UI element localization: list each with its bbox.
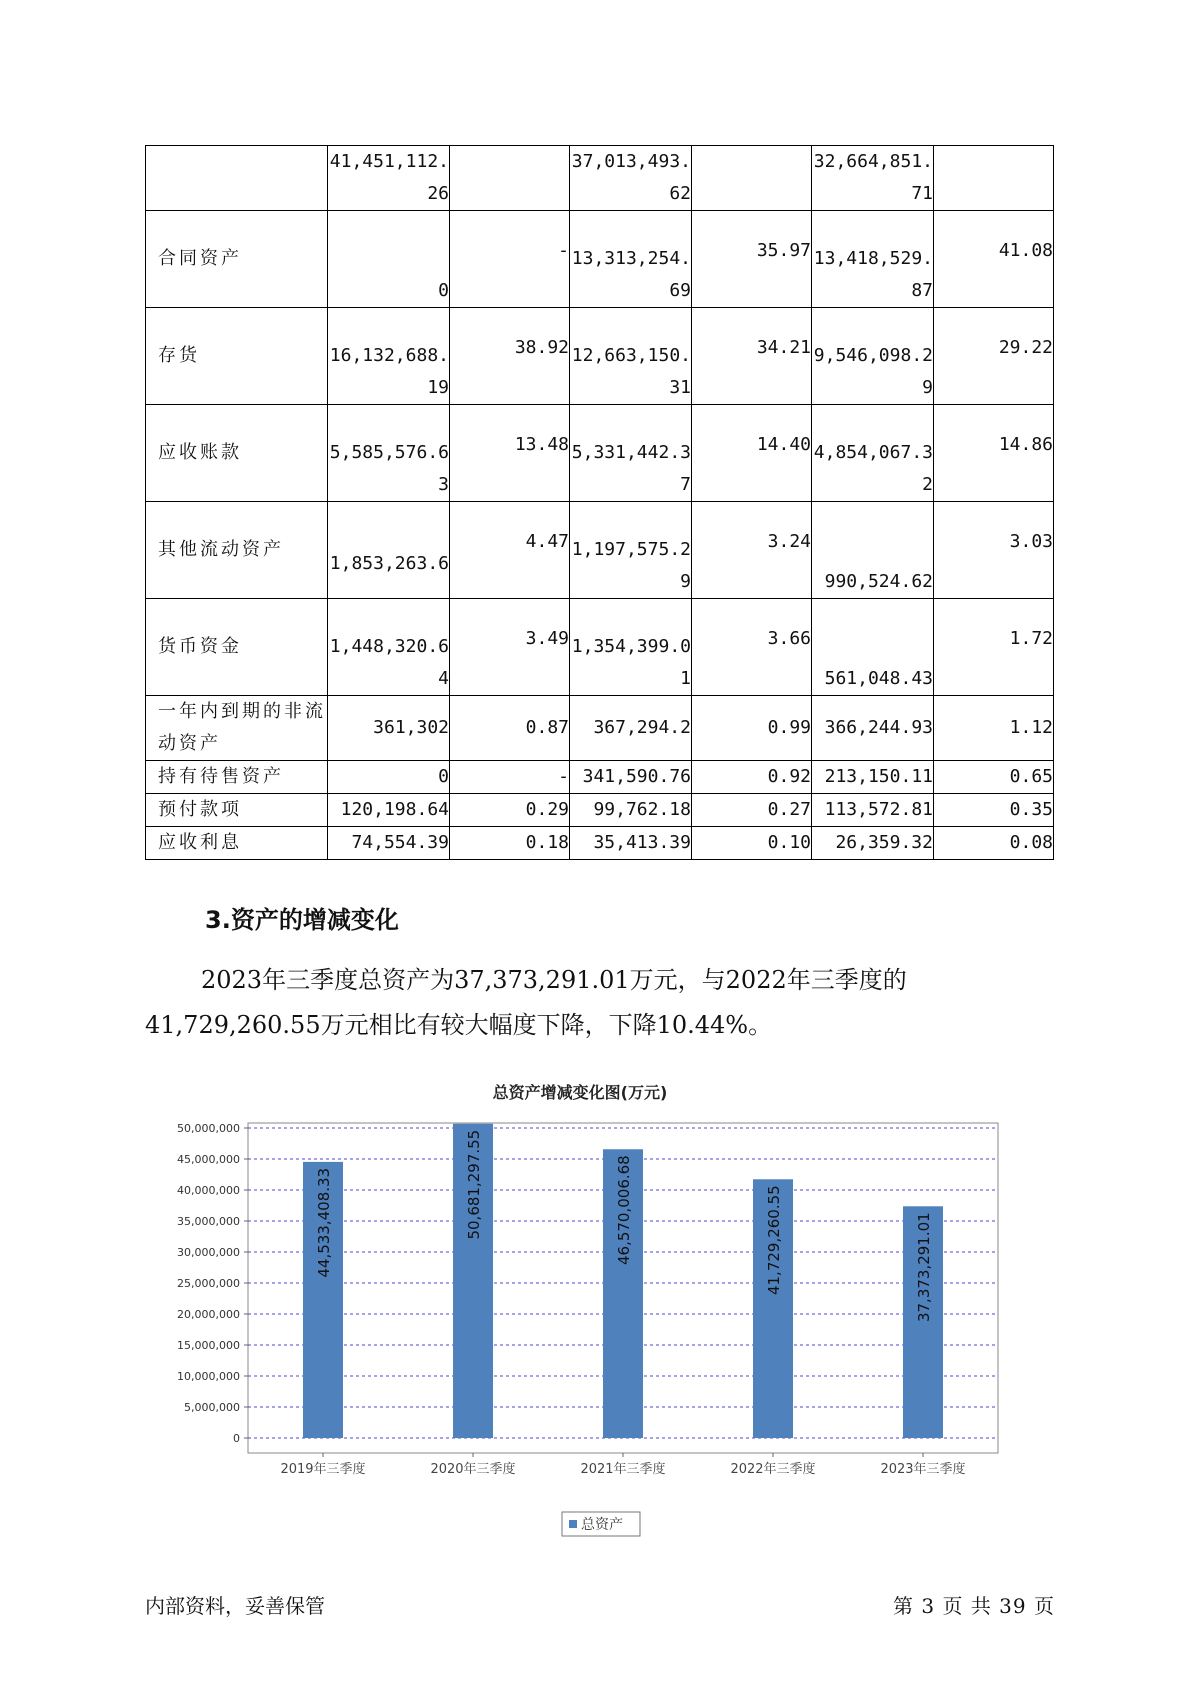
value-cell: 41,451,112.26 (328, 146, 450, 211)
value-cell: 37,013,493.62 (570, 146, 692, 211)
row-name-cell: 应收账款 (146, 405, 328, 502)
percent-cell: 1.72 (934, 599, 1054, 696)
asset-table (145, 145, 1054, 860)
y-tick-label: 15,000,000 (177, 1339, 240, 1352)
value-cell: 13,313,254.69 (570, 211, 692, 308)
percent-cell: 38.92 (450, 308, 570, 405)
table-row (146, 827, 1054, 860)
y-axis-ticks (177, 1122, 248, 1445)
summary-paragraph: 2023年三季度总资产为37,373,291.01万元，与2022年三季度的41,729,260.55万元相比有较大幅度下降，下降10.44%。 (145, 966, 907, 1039)
value-cell: 5,331,442.37 (570, 405, 692, 502)
chart-title: 总资产增减变化图(万元) (492, 1083, 668, 1102)
row-name-cell: 存货 (146, 308, 328, 405)
percent-cell: - (450, 761, 570, 794)
percent-cell: 3.49 (450, 599, 570, 696)
x-tick-label: 2023年三季度 (880, 1462, 966, 1477)
table-row (146, 761, 1054, 794)
value-cell: 12,663,150.31 (570, 308, 692, 405)
percent-cell: 35.97 (692, 211, 812, 308)
bar-data-label: 46,570,006.68 (615, 1155, 633, 1266)
bar-data-label: 44,533,408.33 (315, 1167, 333, 1278)
percent-cell: 3.03 (934, 502, 1054, 599)
y-tick-label: 50,000,000 (177, 1122, 240, 1135)
percent-cell: 0.65 (934, 761, 1054, 794)
value-cell: 0 (328, 211, 450, 308)
y-tick-label: 45,000,000 (177, 1153, 240, 1166)
percent-cell: 34.21 (692, 308, 812, 405)
table-row (146, 146, 1054, 211)
legend-swatch (569, 1520, 577, 1528)
footer-page-number: 第 3 页 共 39 页 (893, 1594, 1055, 1618)
row-name-cell: 合同资产 (146, 211, 328, 308)
percent-cell (934, 146, 1054, 211)
y-tick-label: 0 (233, 1432, 240, 1445)
table-row (146, 308, 1054, 405)
x-tick-label: 2022年三季度 (730, 1462, 816, 1477)
legend (562, 1512, 640, 1536)
bar-data-label: 50,681,297.55 (465, 1129, 483, 1240)
row-name-cell: 货币资金 (146, 599, 328, 696)
row-name-cell: 预付款项 (146, 794, 328, 827)
value-cell: 13,418,529.87 (812, 211, 934, 308)
percent-cell: 0.18 (450, 827, 570, 860)
percent-cell: 0.10 (692, 827, 812, 860)
value-cell: 32,664,851.71 (812, 146, 934, 211)
y-tick-label: 5,000,000 (184, 1401, 240, 1414)
footer-confidential-note: 内部资料，妥善保管 (145, 1594, 325, 1618)
percent-cell: 13.48 (450, 405, 570, 502)
percent-cell: 3.24 (692, 502, 812, 599)
value-cell: 16,132,688.19 (328, 308, 450, 405)
row-name-cell: 持有待售资产 (146, 761, 328, 794)
value-cell: 74,554.39 (328, 827, 450, 860)
table-row (146, 696, 1054, 761)
value-cell: 561,048.43 (812, 599, 934, 696)
percent-cell: 0.35 (934, 794, 1054, 827)
bar-data-label: 41,729,260.55 (765, 1185, 783, 1296)
table-row (146, 211, 1054, 308)
value-cell: 9,546,098.29 (812, 308, 934, 405)
total-assets-chart (160, 1075, 1020, 1555)
table-row (146, 599, 1054, 696)
value-cell: 120,198.64 (328, 794, 450, 827)
y-tick-label: 35,000,000 (177, 1215, 240, 1228)
percent-cell: - (450, 211, 570, 308)
value-cell: 4,854,067.32 (812, 405, 934, 502)
percent-cell: 0.29 (450, 794, 570, 827)
percent-cell: 41.08 (934, 211, 1054, 308)
table-row (146, 405, 1054, 502)
percent-cell: 29.22 (934, 308, 1054, 405)
value-cell: 1,197,575.29 (570, 502, 692, 599)
percent-cell: 0.92 (692, 761, 812, 794)
value-cell: 0 (328, 761, 450, 794)
x-axis-ticks (280, 1453, 965, 1477)
row-name-cell (146, 146, 328, 211)
value-cell: 99,762.18 (570, 794, 692, 827)
row-name-cell: 一年内到期的非流动资产 (146, 696, 328, 761)
value-cell: 990,524.62 (812, 502, 934, 599)
percent-cell: 0.08 (934, 827, 1054, 860)
table-row (146, 794, 1054, 827)
percent-cell (450, 146, 570, 211)
value-cell: 367,294.2 (570, 696, 692, 761)
value-cell: 1,448,320.64 (328, 599, 450, 696)
bar-data-label: 37,373,291.01 (915, 1212, 933, 1323)
y-tick-label: 20,000,000 (177, 1308, 240, 1321)
legend-label: 总资产 (581, 1517, 623, 1533)
percent-cell (692, 146, 812, 211)
y-tick-label: 25,000,000 (177, 1277, 240, 1290)
value-cell: 35,413.39 (570, 827, 692, 860)
percent-cell: 3.66 (692, 599, 812, 696)
x-tick-label: 2020年三季度 (430, 1462, 516, 1477)
value-cell: 113,572.81 (812, 794, 934, 827)
percent-cell: 0.99 (692, 696, 812, 761)
percent-cell: 0.87 (450, 696, 570, 761)
value-cell: 213,150.11 (812, 761, 934, 794)
x-tick-label: 2021年三季度 (580, 1462, 666, 1477)
row-name-cell: 应收利息 (146, 827, 328, 860)
table-body (146, 146, 1054, 860)
x-tick-label: 2019年三季度 (280, 1462, 366, 1477)
value-cell: 361,302 (328, 696, 450, 761)
percent-cell: 14.40 (692, 405, 812, 502)
value-cell: 5,585,576.63 (328, 405, 450, 502)
table-row (146, 502, 1054, 599)
percent-cell: 14.86 (934, 405, 1054, 502)
y-tick-label: 30,000,000 (177, 1246, 240, 1259)
value-cell: 1,354,399.01 (570, 599, 692, 696)
value-cell: 1,853,263.6 (328, 502, 450, 599)
percent-cell: 0.27 (692, 794, 812, 827)
percent-cell: 4.47 (450, 502, 570, 599)
value-cell: 341,590.76 (570, 761, 692, 794)
section-heading: 3.资产的增减变化 (205, 906, 399, 934)
value-cell: 366,244.93 (812, 696, 934, 761)
percent-cell: 1.12 (934, 696, 1054, 761)
value-cell: 26,359.32 (812, 827, 934, 860)
y-tick-label: 10,000,000 (177, 1370, 240, 1383)
y-tick-label: 40,000,000 (177, 1184, 240, 1197)
row-name-cell: 其他流动资产 (146, 502, 328, 599)
